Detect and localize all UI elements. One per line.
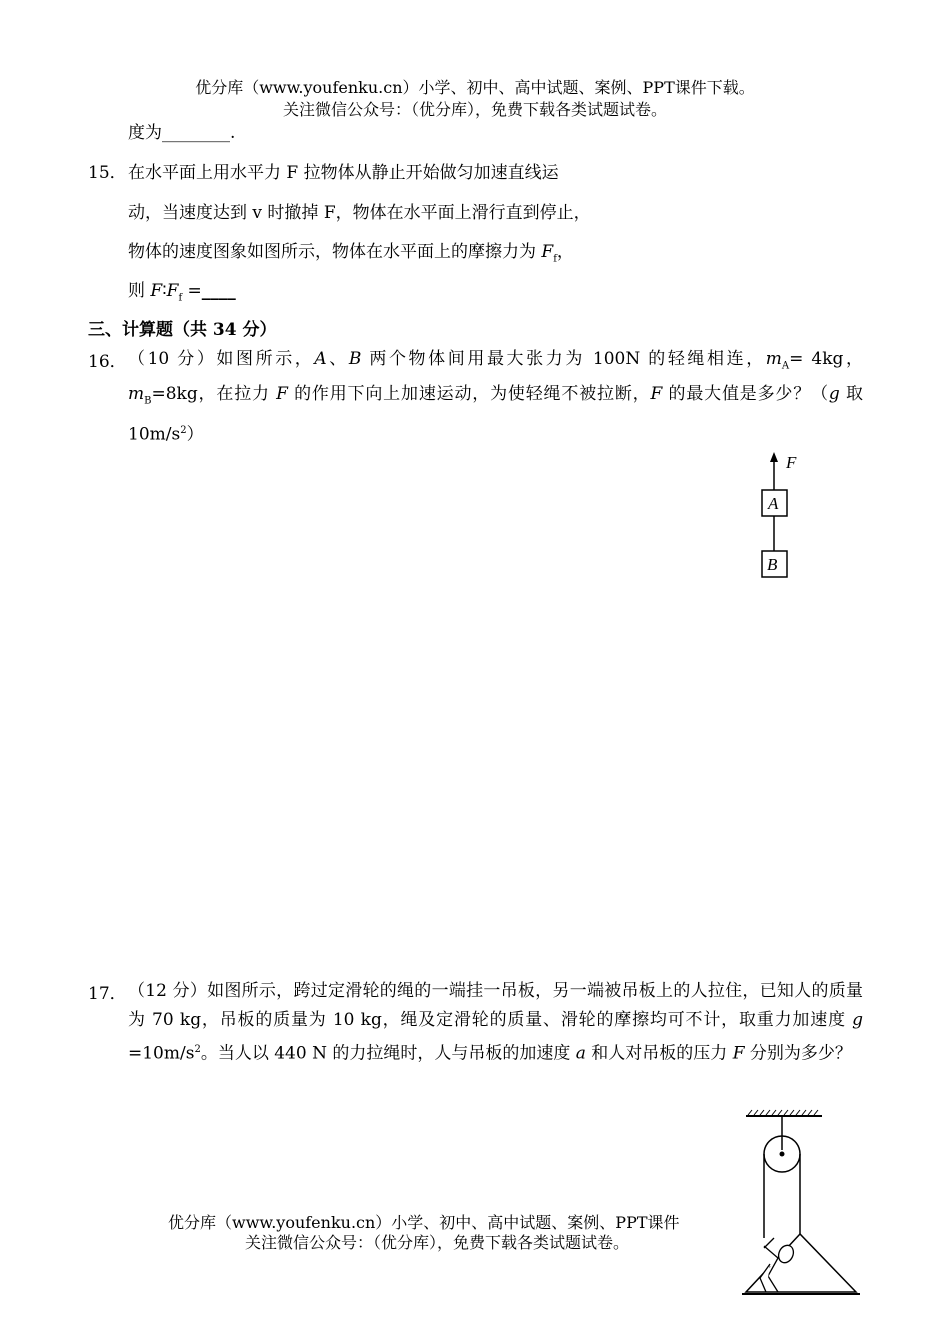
q16-text-2: 、 [326,349,349,369]
q15-var-F2: F [166,281,179,301]
q15-colon: ∶ [162,281,167,301]
q15-line-3-text: 物体的速度图象如图所示，物体在水平面上的摩擦力为 [128,242,542,262]
q15-number: 15． [88,163,127,183]
q16-text-8: 取 10m/s [128,384,864,445]
q16-text-6: 的作用下向上加速运动，为使轻绳不被拉断， [287,384,651,405]
q15-line-4 [128,280,236,309]
q15-line-3-end: ， [556,242,574,262]
header-line-2: 关注微信公众号：（优分库），免费下载各类试题试卷。 [282,100,667,119]
q15-var-F1: F [150,281,163,301]
q17-var-g: g [852,1010,863,1030]
q15-line-3 [128,241,574,270]
q17-number: 17． [88,984,127,1004]
header-line-1: 优分库（www.youfenku.cn）小学、初中、高中试题、案例、PPT课件下载。 [195,78,755,97]
q16-text-5: =8kg，在拉力 [151,384,277,405]
q16-sub-A: A [781,360,790,372]
q16-text [128,345,863,449]
q15-line-4-text: 则 [128,281,151,301]
label-B: B [767,555,778,574]
q16-text-7: 的最大值是多少？（ [662,384,829,405]
q16-var-F2: F [650,384,663,405]
force-arrowhead-icon [770,452,778,462]
q17-sup: 2 [194,1044,201,1055]
q16-sup: 2 [180,424,187,436]
label-F: F [786,453,797,472]
footer-line-2: 关注微信公众号：（优分库），免费下载各类试题试卷。 [245,1233,630,1252]
q16-var-B: B [348,349,362,369]
q15-answer-blank[interactable]: ____ [201,281,236,301]
q16-var-A: A [314,349,327,369]
q17-text-5: 分别为多少？ [744,1043,852,1064]
q17-text-4: 和人对吊板的压力 [585,1043,733,1064]
q17-var-a: a [575,1043,586,1064]
q15-sub-f2: f [178,292,183,304]
q16-text-9: ） [186,424,204,445]
q15-line-2: 动，当速度达到 v 时撤掉 F，物体在水平面上滑行直到停止， [128,203,591,223]
q16-text-4: = 4kg， [789,349,863,369]
q16-var-F1: F [276,384,288,405]
q17-figure [738,1108,863,1300]
section-title: 三、计算题（共 34 分） [88,320,277,340]
q17-text [128,977,863,1069]
q15-line-1: 在水平面上用水平力 F 拉物体从静止开始做匀加速直线运 [128,163,559,183]
q16-sub-B: B [144,395,152,407]
q16-text-1: （10 分）如图所示， [128,349,315,369]
q16-text-3: 两个物体间用最大张力为 100N 的轻绳相连， [361,349,766,369]
q15-eq: = [182,281,202,301]
q17-text-3: 。当人以 440 N 的力拉绳时，人与吊板的加速度 [200,1043,576,1064]
q15-var-F: F [541,242,554,262]
q17-text-2: =10m/s [128,1043,195,1064]
q15-sub-f: f [553,253,557,265]
person-icon [760,1238,796,1292]
q16-var-mB: m [128,384,145,405]
q16-var-g: g [828,384,840,405]
q14-tail [128,122,235,144]
q17-text-1: （12 分）如图所示，跨过定滑轮的绳的一端挂一吊板，另一端被吊板上的人拉住，已知人的质量为 70 kg，吊板的质量为 10 kg，绳及定滑轮的质量、滑轮的摩擦均可不计，取重力加速度 [128,981,863,1030]
q14-answer-blank[interactable]: ________ [162,123,230,143]
q16-var-mA: m [765,349,782,369]
q17-var-F: F [732,1043,745,1064]
q14-tail-end: . [230,123,236,143]
q16-number: 16． [88,352,127,372]
footer-line-1: 优分库（www.youfenku.cn）小学、初中、高中试题、案例、PPT课件 [168,1213,680,1232]
q14-tail-text: 度为 [128,123,162,143]
pulley-axle [780,1152,785,1157]
label-A: A [768,494,779,513]
q16-figure [750,448,810,583]
ceiling-hatch [748,1110,818,1115]
